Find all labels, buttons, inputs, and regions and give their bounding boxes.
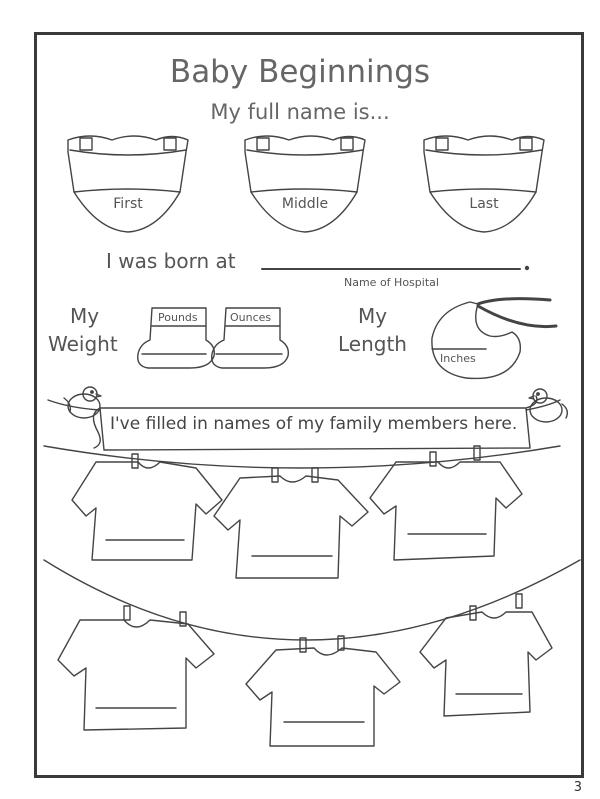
- page-number: 3: [573, 780, 582, 795]
- shirt-6: [420, 594, 552, 716]
- inches-label: Inches: [440, 352, 476, 365]
- shirt-1: [72, 454, 222, 560]
- worksheet-title: Baby Beginnings: [169, 54, 431, 90]
- diaper-last: [424, 136, 544, 232]
- worksheet-subtitle: My full name is...: [210, 100, 390, 124]
- length-label-my: My: [358, 304, 388, 328]
- name-middle-label: Middle: [281, 196, 329, 212]
- diaper-middle: [245, 136, 365, 232]
- diaper-first: [68, 136, 188, 232]
- born-at-text: I was born at: [106, 249, 236, 273]
- hospital-caption: Name of Hospital: [344, 276, 439, 289]
- weight-label: Weight: [48, 332, 118, 356]
- length-label: Length: [338, 332, 407, 356]
- banner-text: I've filled in names of my family members here.: [110, 414, 518, 434]
- weight-label-my: My: [70, 304, 100, 328]
- shirt-3: [370, 446, 522, 560]
- pounds-label: Pounds: [158, 311, 198, 324]
- name-last-label: Last: [469, 196, 499, 212]
- bird-left: [64, 387, 101, 418]
- name-first-label: First: [113, 196, 143, 212]
- bird-right: [529, 389, 567, 422]
- ounces-label: Ounces: [230, 311, 272, 324]
- shirt-2: [214, 468, 368, 578]
- shirt-5: [246, 636, 400, 746]
- bib: [432, 299, 556, 379]
